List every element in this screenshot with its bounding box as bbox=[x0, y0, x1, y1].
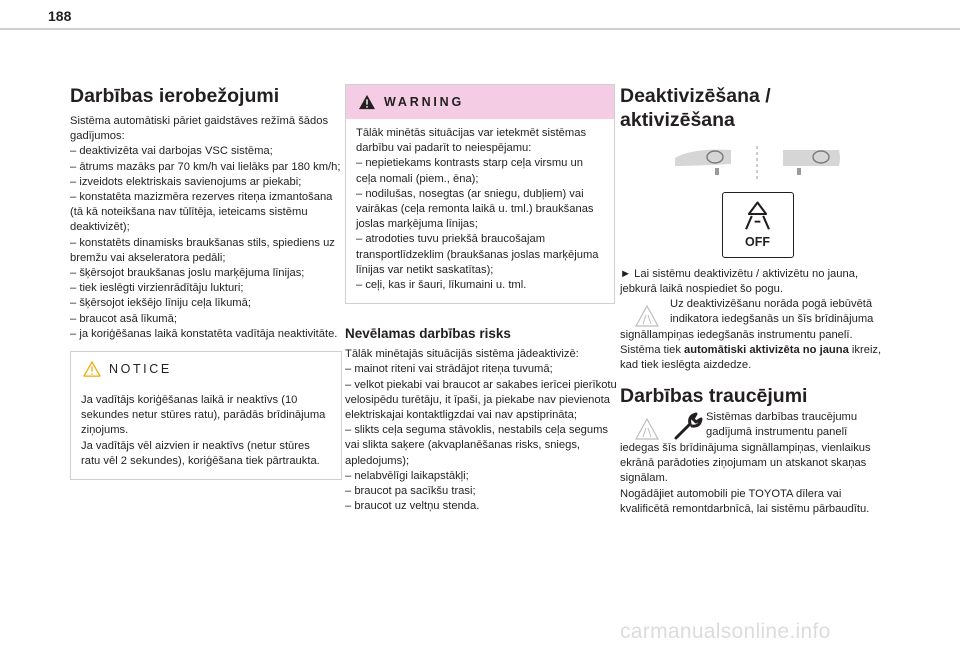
notice-body: Ja vadītājs koriģēšanas laikā ir neaktīvs (10 sekundes netur stūres ratu), parādās brīdinājuma ziņojums. Ja vadītājs vēl aizvien ir neaktīvs (netur stūres ratu vēl 2 sekundes), koriģēšana tiek pārtraukta. bbox=[81, 394, 326, 467]
right-column bbox=[620, 84, 892, 132]
notice-header bbox=[71, 352, 341, 386]
header-rule bbox=[0, 28, 960, 30]
warning-box bbox=[345, 84, 615, 304]
deactivation-indicator-text: Uz deaktivizēšanu norāda pogā iebūvētā indikatora iedegšanās un šīs brīdinājuma bbox=[670, 298, 874, 326]
limits-body: Sistēma automātiski pāriet gaidstāves režīmā šādos gadījumos: – deaktivizēta vai darbojas VSC sistēma; – ātrums mazāks par 70 km/h vai lielāks par 180 km/h; – izveidots elektriskais savienojums ar piekabi; – konstatēta mazizmēra rezerves riteņa izmantošana (tā kā noteikšana nav tūlītēja, ieteicams sistēmu deaktivizēt); – konstatēts dinamisks braukšanas stils, spiediens uz bremžu vai akseleratora pedāli; – šķērsojot braukšanas joslu marķējuma līnijas; – tiek ieslēgti virzienrādītāju lukturi; – šķērsojot iekšējo līniju ceļa līkumā; – braucot asā līkumā; – ja koriģēšanas laikā konstatēta vadītāja neaktivitāte. bbox=[70, 115, 341, 340]
lane-keep-off-button-illustration bbox=[722, 192, 794, 258]
steering-wheel-illustration bbox=[671, 144, 843, 182]
reactivation-text-a: signāllampiņas iedegšanās instrumentu panelī. Sistēma tiek bbox=[620, 329, 853, 357]
malfunction-rest-text: iedegas šīs brīdinājuma signāllampiņas, vienlaikus ekrānā parādoties ziņojumam un atskanot skaņas signālam. Nogādājiet automobili pie TOYOTA dīlera vai kvalificētā remontdarbnīcā, lai sistēmu pārbaudītu. bbox=[620, 442, 871, 515]
reactivation-bold: automātiski aktivizēta no jauna bbox=[684, 344, 849, 357]
warning-header bbox=[346, 85, 614, 119]
warning-body: Tālāk minētās situācijas var ietekmēt sistēmas darbību vai padarīt to neiespējamu: – nepietiekams kontrasts starp ceļa virsmu un ceļa nomali (piem., ēna); – nodilušas, nosegtas (ar sniegu, dubļiem) vai vairākas (ceļa remonta laikā u. tml.) braukšanas joslas marķējuma līnijas; – atrodoties tuvu priekšā braucošajam transportlīdzeklim (braukšanas joslas marķējuma līnijas var netikt saskatītas); – ceļi, kas ir šauri, līkumaini u. tml. bbox=[356, 127, 599, 292]
notice-label: NOTICE bbox=[109, 362, 172, 377]
lane-warning-light-icon bbox=[634, 304, 660, 328]
middle-column bbox=[345, 84, 617, 514]
left-column bbox=[70, 84, 342, 480]
warning-label: WARNING bbox=[384, 95, 465, 109]
lane-warning-light-icon-2 bbox=[634, 417, 660, 441]
deactivation-instruction: ► Lai sistēmu deaktivizētu / aktivizētu no jauna, jebkurā laikā nospiediet šo pogu. bbox=[620, 268, 859, 296]
title-line-2: aktivizēšana bbox=[620, 109, 735, 131]
unwanted-risk-body: Tālāk minētajās situācijās sistēma jādeaktivizē: – mainot riteni vai strādājot riteņa tuvumā; – velkot piekabi vai braucot ar sakabes ierīcei pierīkotu velosipēdu turētāju, it īpaši, ja piekabe nav pievienota elektriskajai kontaktligzdai vai nav apstiprināta; – slikts ceļa seguma stāvoklis, nestabils ceļa segums vai slikta saķere (akvaplanēšanas risks, sniegs, apledojums); – nelabvēlīgi laikapstākļi; – braucot pa sacīkšu trasi; – braucot uz veltņu stenda. bbox=[345, 348, 617, 513]
reactivation-text-b: ikreiz, kad tiek ieslēgta aizdedze. bbox=[620, 344, 882, 372]
page-number: 188 bbox=[48, 8, 72, 24]
section-title-limits: Darbības ierobežojumi bbox=[70, 85, 280, 107]
section-title-deactivation bbox=[620, 84, 892, 132]
deactivation-rest-text bbox=[620, 328, 892, 374]
off-label: OFF bbox=[745, 235, 770, 249]
subtitle-unwanted-risk: Nevēlamas darbības risks bbox=[345, 326, 511, 342]
malfunction-indent-text: Sistēmas darbības traucējumu gadījumā instrumentu panelī bbox=[706, 411, 858, 439]
notice-box bbox=[70, 351, 342, 480]
warning-triangle-icon bbox=[358, 94, 376, 110]
watermark: carmanualsonline.info bbox=[620, 620, 831, 643]
title-line-1: Deaktivizēšana / bbox=[620, 85, 771, 107]
wrench-icon bbox=[672, 411, 704, 441]
notice-triangle-icon bbox=[83, 361, 101, 377]
section-title-malfunction: Darbības traucējumi bbox=[620, 385, 808, 407]
